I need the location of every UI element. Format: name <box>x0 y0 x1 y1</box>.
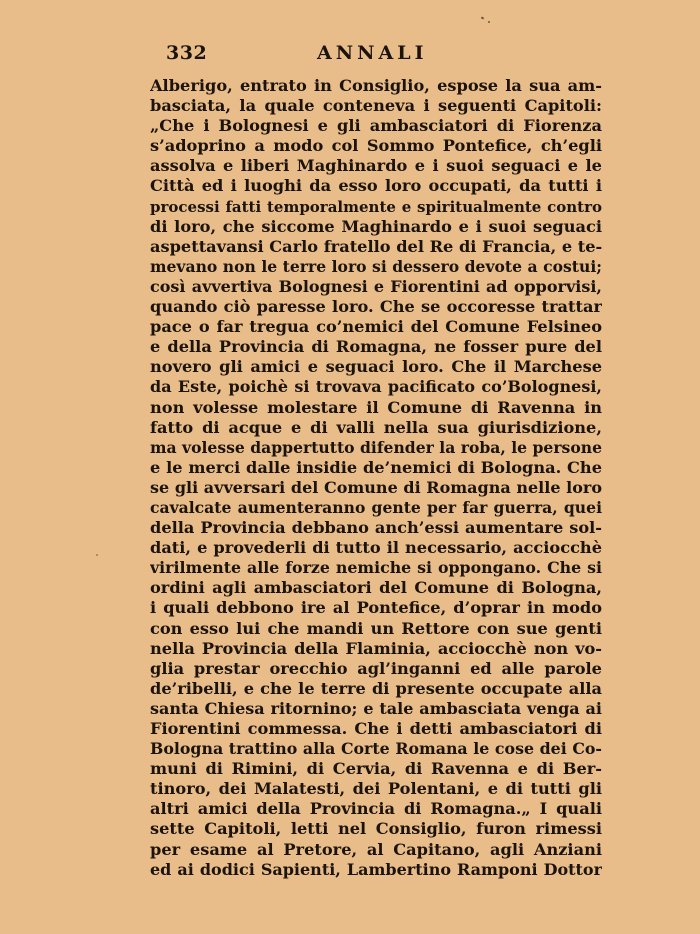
text-line: assolva e liberi Maghinardo e i suoi seguaci e le <box>150 156 602 176</box>
text-line: „Che i Bolognesi e gli ambasciatori di Fiorenza <box>150 116 602 136</box>
text-line: s’adoprino a modo col Sommo Pontefice, ch’egli <box>150 136 602 156</box>
text-line: Alberigo, entrato in Consiglio, espose la sua am- <box>150 76 602 95</box>
text-line: Bologna trattino alla Corte Romana le cose dei Co- <box>150 739 602 759</box>
text-line: mevano non le terre loro si dessero devote a costui; <box>150 256 602 276</box>
text-line: ma volesse dappertutto difender la roba, le persone <box>150 437 602 457</box>
text-line: e le merci dalle insidie de’nemici di Bologna. Che <box>150 457 602 477</box>
text-line: fatto di acque e di valli nella sua giurisdizione, <box>150 417 602 437</box>
text-line: così avvertiva Bolognesi e Fiorentini ad opporvisi, <box>150 276 602 296</box>
ink-speck <box>481 16 485 19</box>
text-line: santa Chiesa ritornino; e tale ambasciata venga ai <box>150 698 602 718</box>
text-line: per esame al Pretore, al Capitano, agli Anziani <box>150 839 602 859</box>
text-line: de’ribelli, e che le terre di presente occupate alla <box>150 678 602 698</box>
page-number: 332 <box>166 42 208 64</box>
text-line: tinoro, dei Malatesti, dei Polentani, e di tutti gli <box>150 779 602 799</box>
text-line: e della Provincia di Romagna, ne fosser pure del <box>150 337 602 357</box>
text-line: non volesse molestare il Comune di Ravenna in <box>150 397 602 417</box>
text-line: altri amici della Provincia di Romagna.„ I quali <box>150 799 602 819</box>
text-line: quando ciò paresse loro. Che se occoresse trattar <box>150 297 602 317</box>
text-line: con esso lui che mandi un Rettore con sue genti <box>150 618 602 638</box>
running-title: ANNALI <box>317 42 428 64</box>
text-line: basciata, la quale conteneva i seguenti Capitoli: <box>150 96 602 116</box>
text-line: muni di Rimini, di Cervia, di Ravenna e di Ber- <box>150 759 602 779</box>
text-line: se gli avversari del Comune di Romagna nelle loro <box>150 477 602 497</box>
text-line: di loro, che siccome Maghinardo e i suoi seguaci <box>150 216 602 236</box>
text-line: da Este, poichè si trovava pacificato co’Bolognesi, <box>150 377 602 397</box>
running-head <box>150 42 602 66</box>
text-line: processi fatti temporalmente e spiritualmente contro <box>150 197 602 216</box>
text-line: Fiorentini commessa. Che i detti ambasciatori di <box>150 719 602 738</box>
text-line: sette Capitoli, letti nel Consiglio, furon rimessi <box>150 819 602 839</box>
body-text <box>150 76 602 880</box>
text-line: nella Provincia della Flaminia, acciocchè non vo- <box>150 638 602 658</box>
text-line: cavalcate aumenteranno gente per far guerra, quei <box>150 497 602 517</box>
text-line: dati, e provederli di tutto il necessario, acciocchè <box>150 538 602 558</box>
ink-speck <box>488 21 491 24</box>
ink-speck <box>96 554 98 556</box>
text-line: Città ed i luoghi da esso loro occupati, da tutti i <box>150 176 602 196</box>
text-line: aspettavansi Carlo fratello del Re di Francia, e te- <box>150 236 602 256</box>
text-line: ed ai dodici Sapienti, Lambertino Ramponi Dottor <box>150 859 602 879</box>
text-line: glia prestar orecchio agl’inganni ed alle parole <box>150 658 602 678</box>
text-line: virilmente alle forze nemiche si oppongano. Che si <box>150 558 602 578</box>
text-line: novero gli amici e seguaci loro. Che il Marchese <box>150 357 602 377</box>
text-line: ordini agli ambasciatori del Comune di Bologna, <box>150 578 602 598</box>
text-line: pace o far tregua co’nemici del Comune Felsineo <box>150 317 602 337</box>
text-line: della Provincia debbano anch’essi aumentare sol- <box>150 518 602 538</box>
text-line: i quali debbono ire al Pontefice, d’oprar in modo <box>150 598 602 618</box>
